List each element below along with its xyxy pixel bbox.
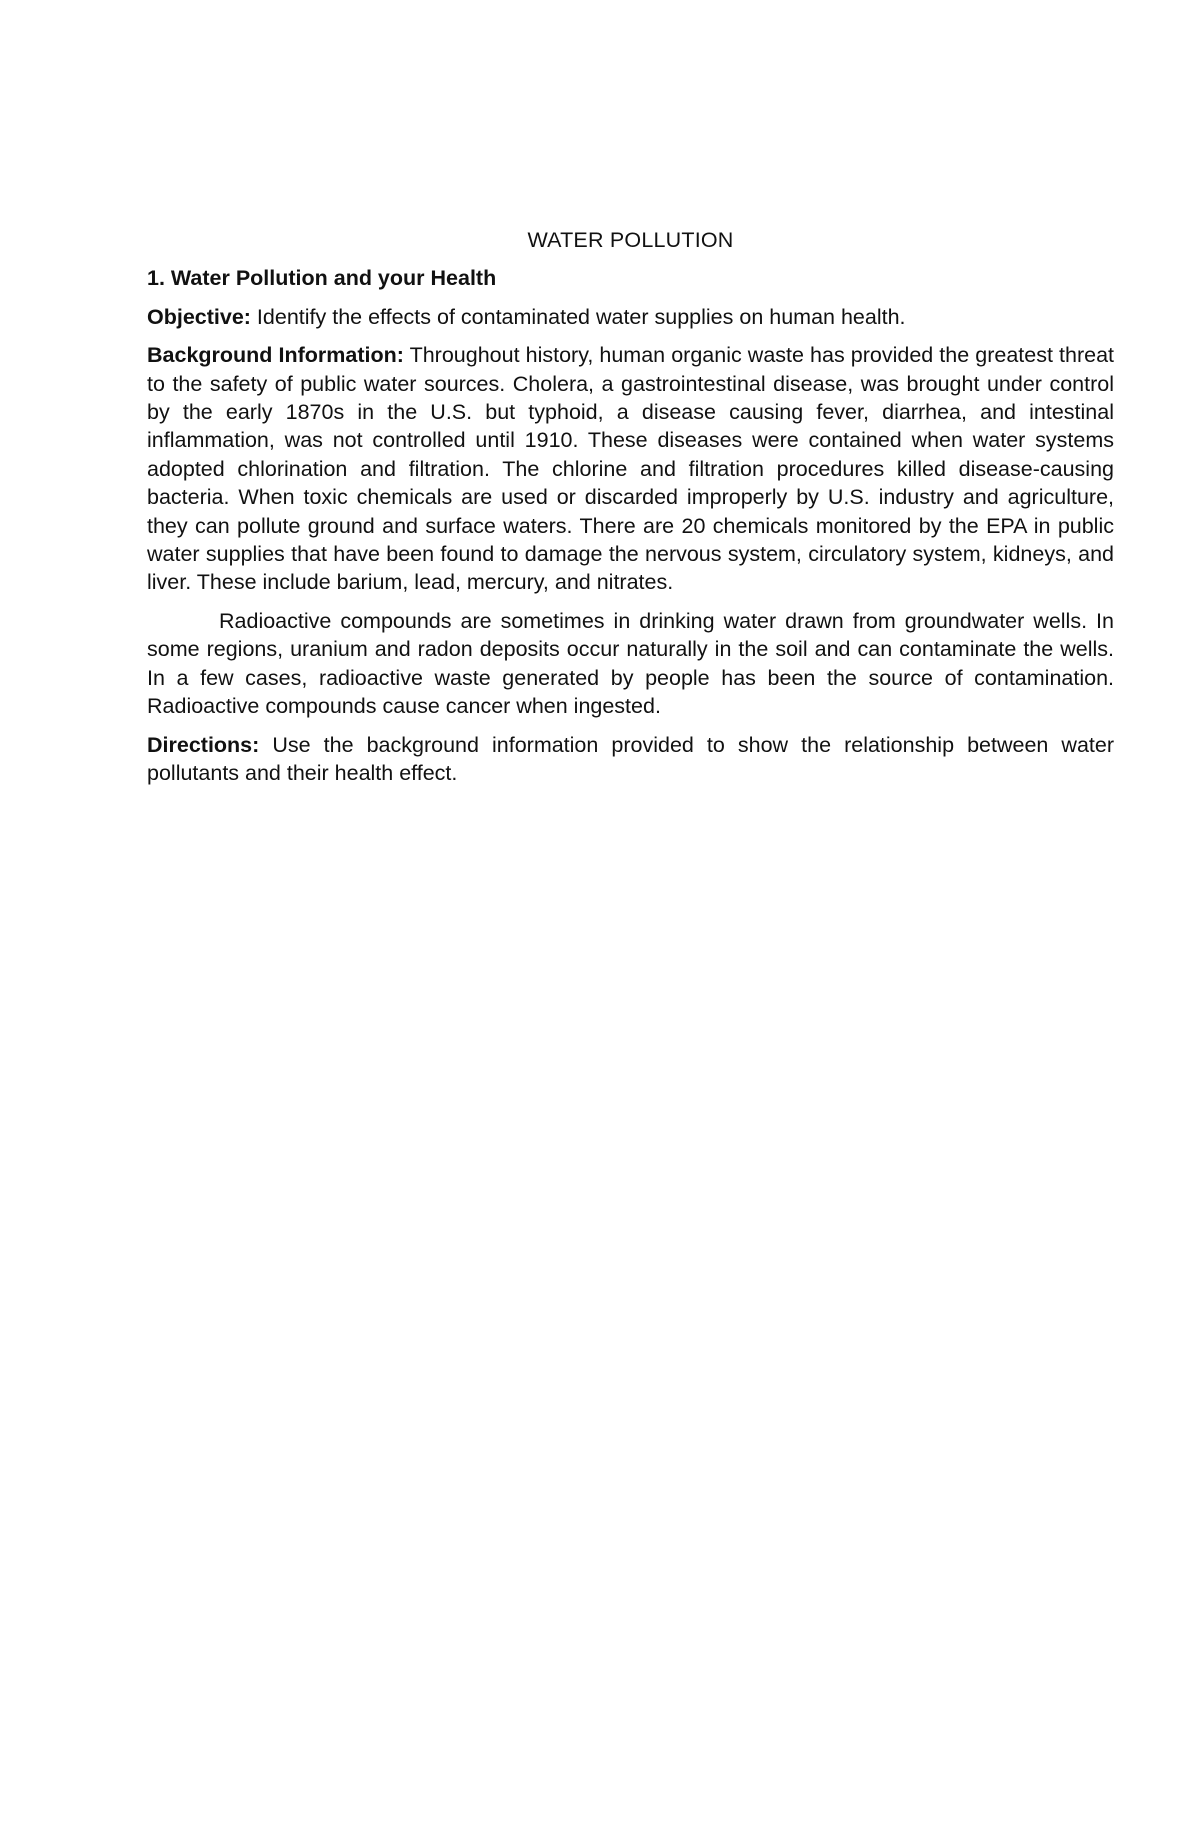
objective-text: Identify the effects of contaminated water supplies on human health. — [250, 304, 906, 329]
background-text: Throughout history, human organic waste has provided the greatest threat to the safety of public water sources. Cholera, a gastrointestinal disease, was brought under control by the early 1870s in the U.S. but typhoid, a disease causing fever, diarrhea, and intestinal inflammation, was not controlled until 1910. These diseases were contained when water systems adopted chlorination and filtration. The chlorine and filtration procedures killed disease-causing bacteria. When toxic chemicals are used or discarded improperly by U.S. industry and agriculture, they can pollute ground and surface waters. There are 20 chemicals monitored by the EPA in public water supplies that have been found to damage the nervous system, circulatory system, kidneys, and liver. These include barium, lead, mercury, and nitrates. — [147, 343, 1114, 595]
background-paragraph — [147, 341, 1114, 597]
section-heading: 1. Water Pollution and your Health — [147, 266, 497, 291]
radioactive-paragraph: Radioactive compounds are sometimes in drinking water drawn from groundwater wells. In some regions, uranium and radon deposits occur naturally in the soil and can contaminate the wells. In a few cases, radioactive waste generated by people has been the source of contamination. Radioactive compounds cause cancer when ingested. — [147, 608, 1114, 719]
directions-text: Use the background information provided to show the relationship between water pollutants and their health effect. — [147, 732, 1114, 785]
directions-label: Directions: — [147, 732, 260, 757]
objective-paragraph — [147, 303, 1114, 331]
background-label: Background Information: — [147, 343, 404, 368]
document-page — [147, 226, 1114, 797]
directions-paragraph — [147, 731, 1114, 788]
document-title: WATER POLLUTION — [527, 228, 734, 252]
objective-label: Objective: — [147, 304, 251, 329]
